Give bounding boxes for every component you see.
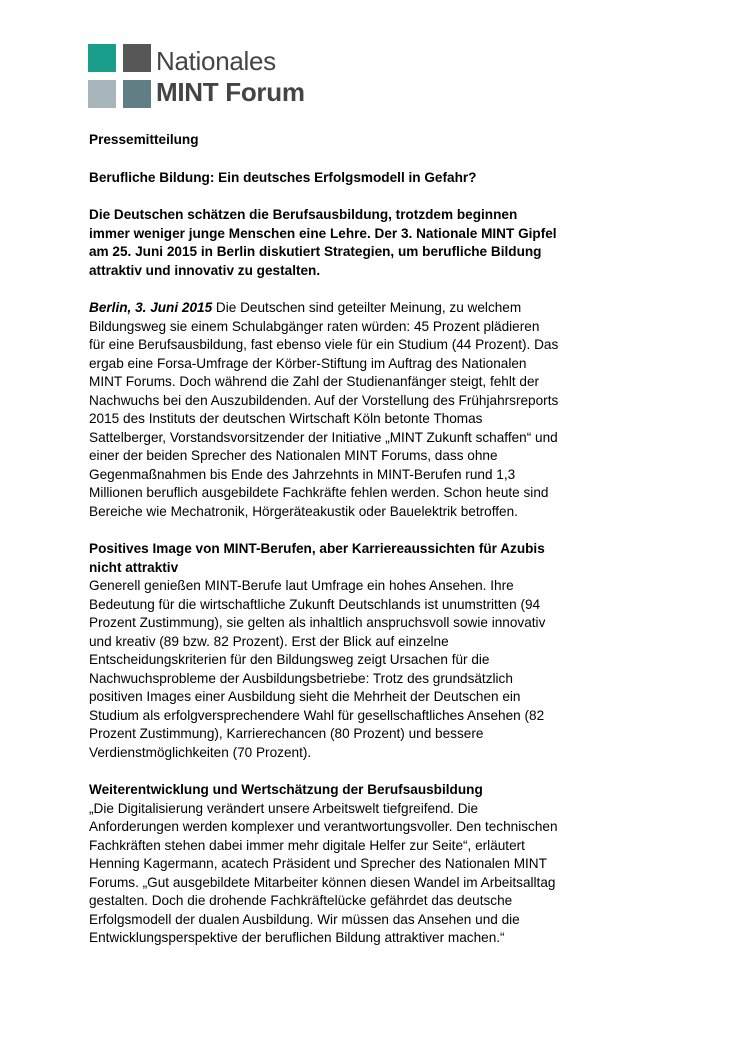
section1-body: Generell genießen MINT-Berufe laut Umfrage ein hohes Ansehen. Ihre Bedeutung für die wirtschaftliche Zukunft Deutschlands ist unumstritten (94 Prozent Zustimmung), sie gelten als inhaltlich anspruchsvoll sowie innovativ und kreativ (89 bzw. 82 Prozent). Erst der Blick auf einzelne Entscheidungskriterien für den Bildungsweg zeigt Ursachen für die Nachwuchsprobleme der Ausbildungsbetriebe: Trotz des grundsätzlich positiven Images einer Ausbildung sieht die Mehrheit der Deutschen ein Studium als erfolgversprechendere Wahl für gesellschaftliches Ansehen (82 Prozent Zustimmung), Karrierechancen (80 Prozent) und bessere Verdienstmöglichkeiten (70 Prozent). xyxy=(89,578,546,760)
intro-text: Die Deutschen sind geteilter Meinung, zu welchem Bildungsweg sie einem Schulabgänger raten würden: 45 Prozent plädieren für eine Berufsausbildung, fast ebenso viele für ein Studium (44 Prozent). Das ergab eine Forsa-Umfrage der Körber-Stiftung im Auftrag des Nationalen MINT Forums. Doch während die Zahl der Studienanfänger steigt, fehlt der Nachwuchs bei den Auszubildenden. Auf der Vorstellung des Frühjahrsreports 2015 des Instituts der deutschen Wirtschaft Köln betonte Thomas Sattelberger, Vorstandsvorsitzender der Initiative „MINT Zukunft schaffen“ und einer der beiden Sprecher des Nationalen MINT Forums, dass ohne Gegenmaßnahmen bis Ende des Jahrzehnts in MINT-Berufen rund 1,3 Millionen beruflich ausgebildete Fachkräfte fehlen werden. Schon heute sind Bereiche wie Mechatronik, Hörgeräteakustik oder Bauelektrik betroffen. xyxy=(89,300,559,519)
logo-square-slate xyxy=(123,80,151,108)
logo-square-light-gray xyxy=(88,80,116,108)
dateline: Berlin, 3. Juni 2015 xyxy=(89,300,213,315)
logo-text-line2: MINT Forum xyxy=(156,77,305,107)
document-title: Berufliche Bildung: Ein deutsches Erfolgsmodell in Gefahr? xyxy=(89,169,477,185)
logo-text-line1: Nationales xyxy=(156,46,276,76)
section2-heading: Weiterentwicklung und Wertschätzung der Berufsausbildung xyxy=(89,782,483,797)
lead-paragraph: Die Deutschen schätzen die Berufsausbildung, trotzdem beginnen immer weniger junge Menschen eine Lehre. Der 3. Nationale MINT Gipfel am 25. Juni 2015 in Berlin diskutiert Strategien, um berufliche Bildung attraktiv und innovativ zu gestalten. xyxy=(89,207,557,278)
press-release-body xyxy=(89,131,559,948)
section1-heading: Positives Image von MINT-Berufen, aber Karriereaussichten für Azubis nicht attraktiv xyxy=(89,541,545,575)
logo-square-dark-gray xyxy=(123,44,151,72)
section2-body: „Die Digitalisierung verändert unsere Arbeitswelt tiefgreifend. Die Anforderungen werden komplexer und verantwortungsvoller. Den technischen Fachkräften stehen dabei immer mehr digitale Helfer zur Seite“, erläutert Henning Kagermann, acatech Präsident und Sprecher des Nationalen MINT Forums. „Gut ausgebildete Mitarbeiter können diesen Wandel im Arbeitsalltag gestalten. Doch die drohende Fachkräftelücke gefährdet das deutsche Erfolgsmodell der dualen Ausbildung. Wir müssen das Ansehen und die Entwicklungsperspektive der beruflichen Bildung attraktiver machen.“ xyxy=(89,800,558,945)
document-label: Pressemitteilung xyxy=(89,132,199,147)
nationales-mint-forum-logo xyxy=(88,44,348,110)
logo-square-teal xyxy=(88,44,116,72)
intro-paragraph xyxy=(89,299,559,521)
